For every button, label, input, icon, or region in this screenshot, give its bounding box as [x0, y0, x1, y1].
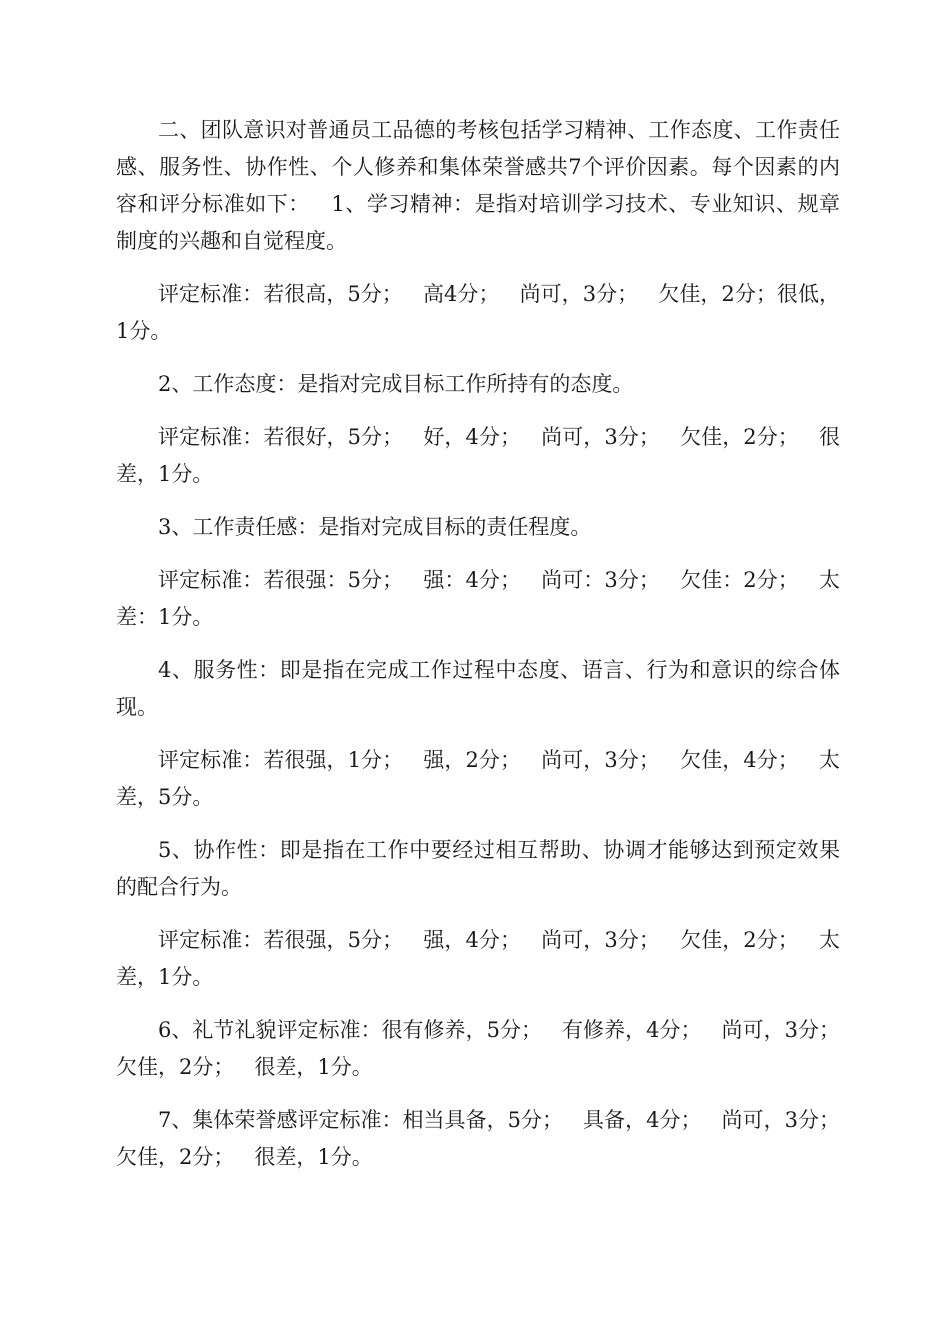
paragraph-learning-spirit-criteria: 评定标准：若很高，5分； 高4分； 尚可，3分； 欠佳，2分；很低，1分。	[116, 282, 840, 343]
paragraph-cooperation: 5、协作性：即是指在工作中要经过相互帮助、协调才能够达到预定效果的配合行为。	[116, 838, 840, 899]
paragraph-intro-learning-spirit: 二、团队意识对普通员工品德的考核包括学习精神、工作态度、工作责任感、服务性、协作性、个人修养和集体荣誉感共7个评价因素。每个因素的内容和评分标准如下： 1、学习精神：是指对培训学习技术、专业知识、规章制度的兴趣和自觉程度。	[116, 118, 840, 253]
paragraph-courtesy-criteria: 6、礼节礼貌评定标准：很有修养，5分； 有修养，4分； 尚可，3分； 欠佳，2分； 很差，1分。	[116, 1018, 861, 1079]
paragraph-responsibility-criteria: 评定标准：若很强：5分； 强：4分； 尚可：3分； 欠佳：2分； 太差：1分。	[116, 568, 840, 629]
paragraph-service: 4、服务性：即是指在完成工作过程中态度、语言、行为和意识的综合体现。	[116, 658, 840, 719]
paragraph-work-attitude-criteria: 评定标准：若很好，5分； 好，4分； 尚可，3分； 欠佳，2分； 很差，1分。	[116, 425, 840, 486]
paragraph-service-criteria: 评定标准：若很强，1分； 强，2分； 尚可，3分； 欠佳，4分； 太差，5分。	[116, 748, 840, 809]
paragraph-responsibility: 3、工作责任感：是指对完成目标的责任程度。	[158, 515, 592, 539]
paragraph-cooperation-criteria: 评定标准：若很强，5分； 强，4分； 尚可，3分； 欠佳，2分； 太差，1分。	[116, 928, 840, 989]
paragraph-work-attitude: 2、工作态度：是指对完成目标工作所持有的态度。	[158, 372, 634, 396]
paragraph-collective-honor-criteria: 7、集体荣誉感评定标准：相当具备，5分； 具备，4分； 尚可，3分； 欠佳，2分； 很差，1分。	[116, 1108, 861, 1169]
